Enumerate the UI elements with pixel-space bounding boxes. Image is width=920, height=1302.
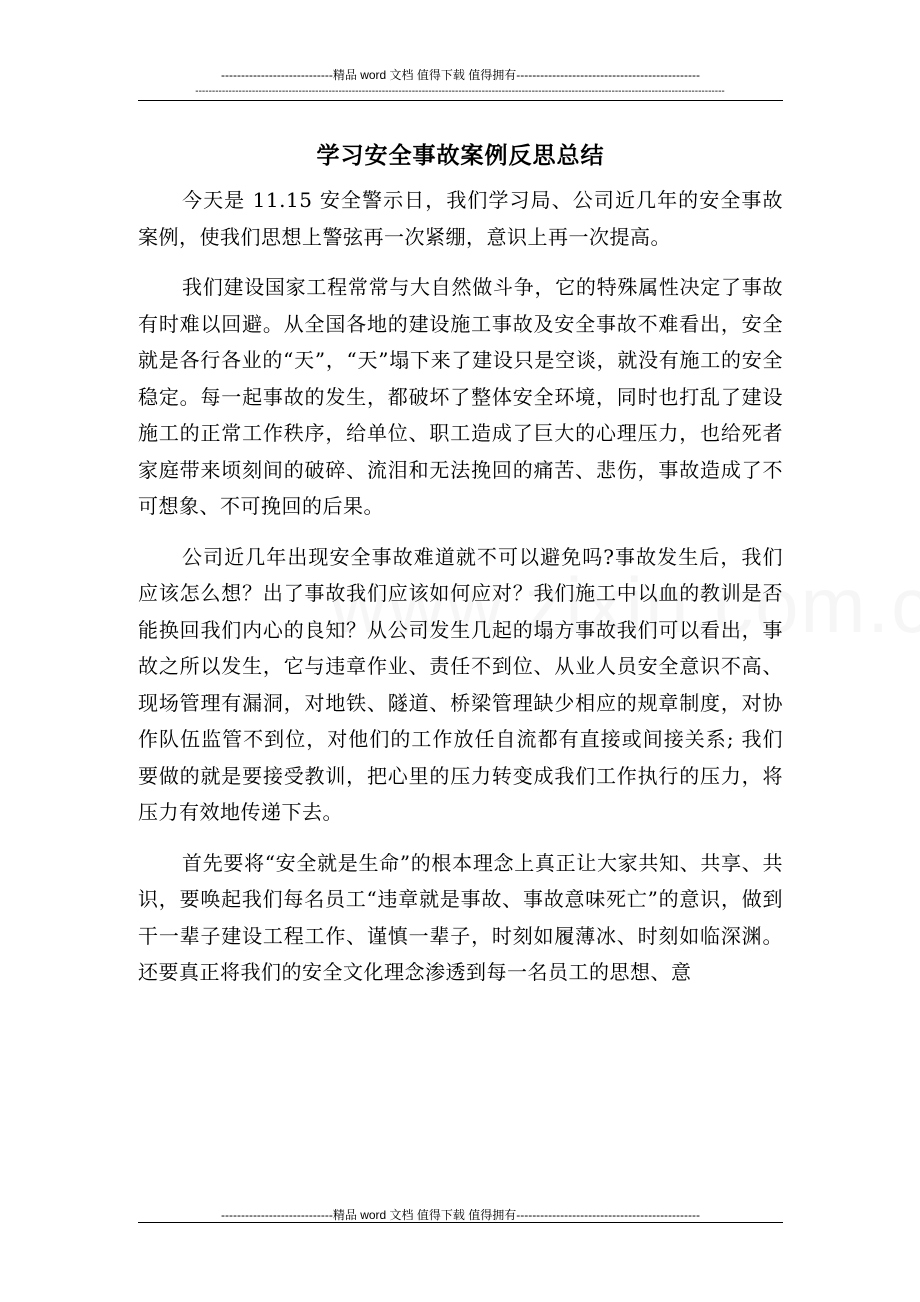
- paragraph-4: 首先要将“安全就是生命”的根本理念上真正让大家共知、共享、共识，要唤起我们每名员工“违章就是事故、事故意味死亡”的意识，做到干一辈子建设工程工作、谨慎一辈子，时刻如履薄冰、时刻如临深渊。还要真正将我们的安全文化理念渗透到每一名员工的思想、意: [138, 850, 783, 984]
- footer-rule: [138, 1222, 783, 1223]
- paragraph-2: 我们建设国家工程常常与大自然做斗争，它的特殊属性决定了事故有时难以回避。从全国各地的建设施工事故及安全事故不难看出，安全就是各行各业的“天”，“天”塌下来了建设只是空谈，就没有施工的安全稳定。每一起事故的发生，都破坏了整体安全环境，同时也打乱了建设施工的正常工作秩序，给单位、职工造成了巨大的心理压力，也给死者家庭带来顷刻间的破碎、流泪和无法挽回的痛苦、悲伤，事故造成了不可想象、不可挽回的后果。: [138, 275, 783, 518]
- paragraph-1: 今天是 11.15 安全警示日，我们学习局、公司近几年的安全事故案例，使我们思想上警弦再一次紧绷，意识上再一次提高。: [138, 188, 783, 249]
- page-header: ----------------------------精品 word 文档 值得下载 值得拥有----------------------------------------------: [220, 68, 701, 82]
- document-title: 学习安全事故案例反思总结: [316, 142, 605, 169]
- document-body: [138, 182, 783, 991]
- header-dash-line: ---------------------------------------------------------------------------------------------------------------------------------------------------------------: [195, 86, 725, 97]
- paragraph-3: 公司近几年出现安全事故难道就不可以避免吗?事故发生后，我们应该怎么想？出了事故我们应该如何应对？我们施工中以血的教训是否能换回我们内心的良知？从公司发生几起的塌方事故我们可以看出，事故之所以发生，它与违章作业、责任不到位、从业人员安全意识不高、现场管理有漏洞，对地铁、隧道、桥梁管理缺少相应的规章制度，对协作队伍监管不到位，对他们的工作放任自流都有直接或间接关系; 我们要做的就是要接受教训，把心里的压力转变成我们工作执行的压力，将压力有效地传递下去。: [138, 544, 783, 824]
- header-rule: [138, 100, 783, 101]
- page-footer: ----------------------------精品 word 文档 值得下载 值得拥有----------------------------------------------: [220, 1208, 701, 1222]
